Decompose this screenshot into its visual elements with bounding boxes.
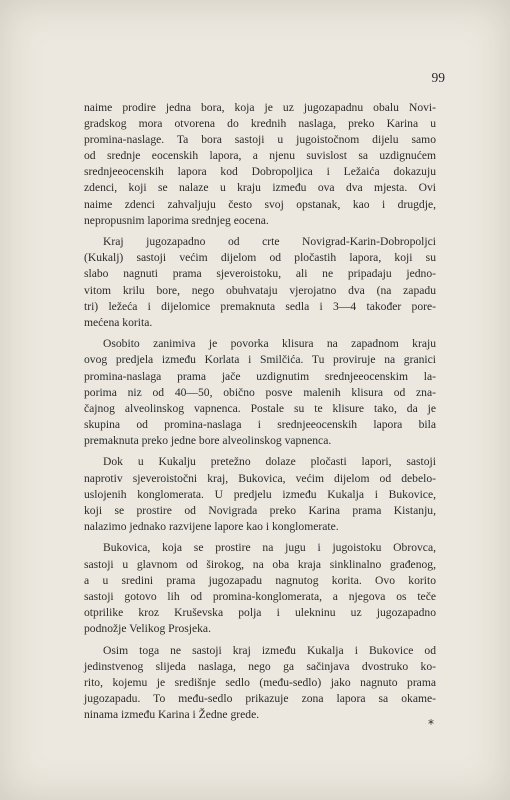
text-line: rito, kojemu je središnje sedlo (među-sedlo) jako nagnuto prama <box>84 675 436 689</box>
text-line: naime prodire jedna bora, koja je uz jugozapadnu obalu Novi- <box>84 101 436 114</box>
text-line: Osobito zanimiva je povorka klisura na zapadnom kraju <box>103 337 436 351</box>
text-line: nepropusnim laporima srednjeg eocena. <box>84 213 269 227</box>
text-line: Osim toga ne sastoji kraj između Kukalja i Bukovice od <box>103 643 436 657</box>
page-number: 99 <box>431 70 445 85</box>
text-line: zdenci, koji se nalaze u kraju između ova dva mjesta. Ovi <box>84 181 436 195</box>
end-mark: * <box>428 717 434 731</box>
text-line: slabo nagnuti prama sjeveroistoku, ali ne pripadaju jedno- <box>84 267 436 281</box>
page-text <box>84 100 436 728</box>
text-line: ninama između Karina i Žedne grede. <box>84 707 260 721</box>
text-line: porima niz od 40—50, obično posve malenih klisura od zna- <box>84 385 436 399</box>
text-line: premaknuta preko jedne bore alveolinskog vapnenca. <box>84 433 332 447</box>
paragraph <box>84 100 436 229</box>
text-line: sastoji u glavnom od širokog, na oba kraja sinklinalno građenog, <box>84 557 436 571</box>
text-line: tri) ležeća i dijelomice premaknuta sedla i 3—4 također pore- <box>84 299 436 313</box>
paragraph <box>84 336 436 449</box>
paragraph <box>84 643 436 723</box>
text-line: nalazimo jednako razvijene lapore kao i konglomerate. <box>84 519 339 533</box>
text-line: mećena korita. <box>84 315 153 329</box>
text-line: jedinstvenog slijeda naslaga, nego ga sačinjava dvostruko ko- <box>84 659 436 673</box>
text-line: skupina od promina-naslaga i srednjeeocenskih lapora bila <box>84 417 436 431</box>
paragraph <box>84 454 436 534</box>
paragraph <box>84 540 436 637</box>
text-line: naprotiv sjeveroistočni kraj, Bukovica, većim dijelom od debelo- <box>84 471 436 485</box>
text-line: jugozapadu. To među-sedlo prikazuje zona lapora sa okame- <box>84 691 436 705</box>
text-line: (Kukalj) sastoji većim dijelom od pločastih lapora, koji su <box>84 251 436 265</box>
text-line: a u sredini prama jugozapadu nagnutog korita. Ovo korito <box>84 573 436 587</box>
text-line: vitom krilu bore, nego obuhvataju vjerojatno dva (na zapadu <box>84 283 436 297</box>
paragraph <box>84 234 436 331</box>
text-line: sastoji gotovo lih od promina-konglomerata, a njegova os teče <box>84 589 436 603</box>
text-line: čajnog alveolinskog vapnenca. Postale su te klisure tako, da je <box>84 401 436 415</box>
text-line: promina-naslaga prama jače uzdignutim srednjeeocenskim la- <box>84 369 436 383</box>
text-line: uslojenih konglomerata. U predjelu između Kukalja i Bukovice, <box>84 487 436 501</box>
text-line: Dok u Kukalju pretežno dolaze pločasti lapori, sastoji <box>103 455 436 469</box>
text-line: Kraj jugozapadno od crte Novigrad-Karin-Dobropoljci <box>103 235 436 249</box>
text-line: od srednje eocenskih lapora, a njenu suvislost sa uzdignućem <box>84 149 436 163</box>
text-line: podnožje Velikog Prosjeka. <box>84 621 211 635</box>
text-line: srednjeeocenskih lapora kod Dobropoljica i Ležaića dokazuju <box>84 165 436 179</box>
text-line: gradskog mora otvorena do krednih naslaga, preko Karina u <box>84 117 436 131</box>
text-line: ovog predjela između Korlata i Smilčića. Tu proviruje na granici <box>84 353 436 367</box>
text-line: koji se prostire od Novigrada preko Karina prama Kistanju, <box>84 503 436 517</box>
text-line: promina-naslage. Ta bora sastoji u jugoistočnom dijelu samo <box>84 133 436 147</box>
text-line: otprilike kroz Kruševska polja i ulekninu uz jugozapadno <box>84 605 436 619</box>
text-line: naime zdenci zahvaljuju često svoj opstanak, kao i drugdje, <box>84 197 436 211</box>
text-line: Bukovica, koja se prostire na jugu i jugoistoku Obrovca, <box>103 541 436 555</box>
